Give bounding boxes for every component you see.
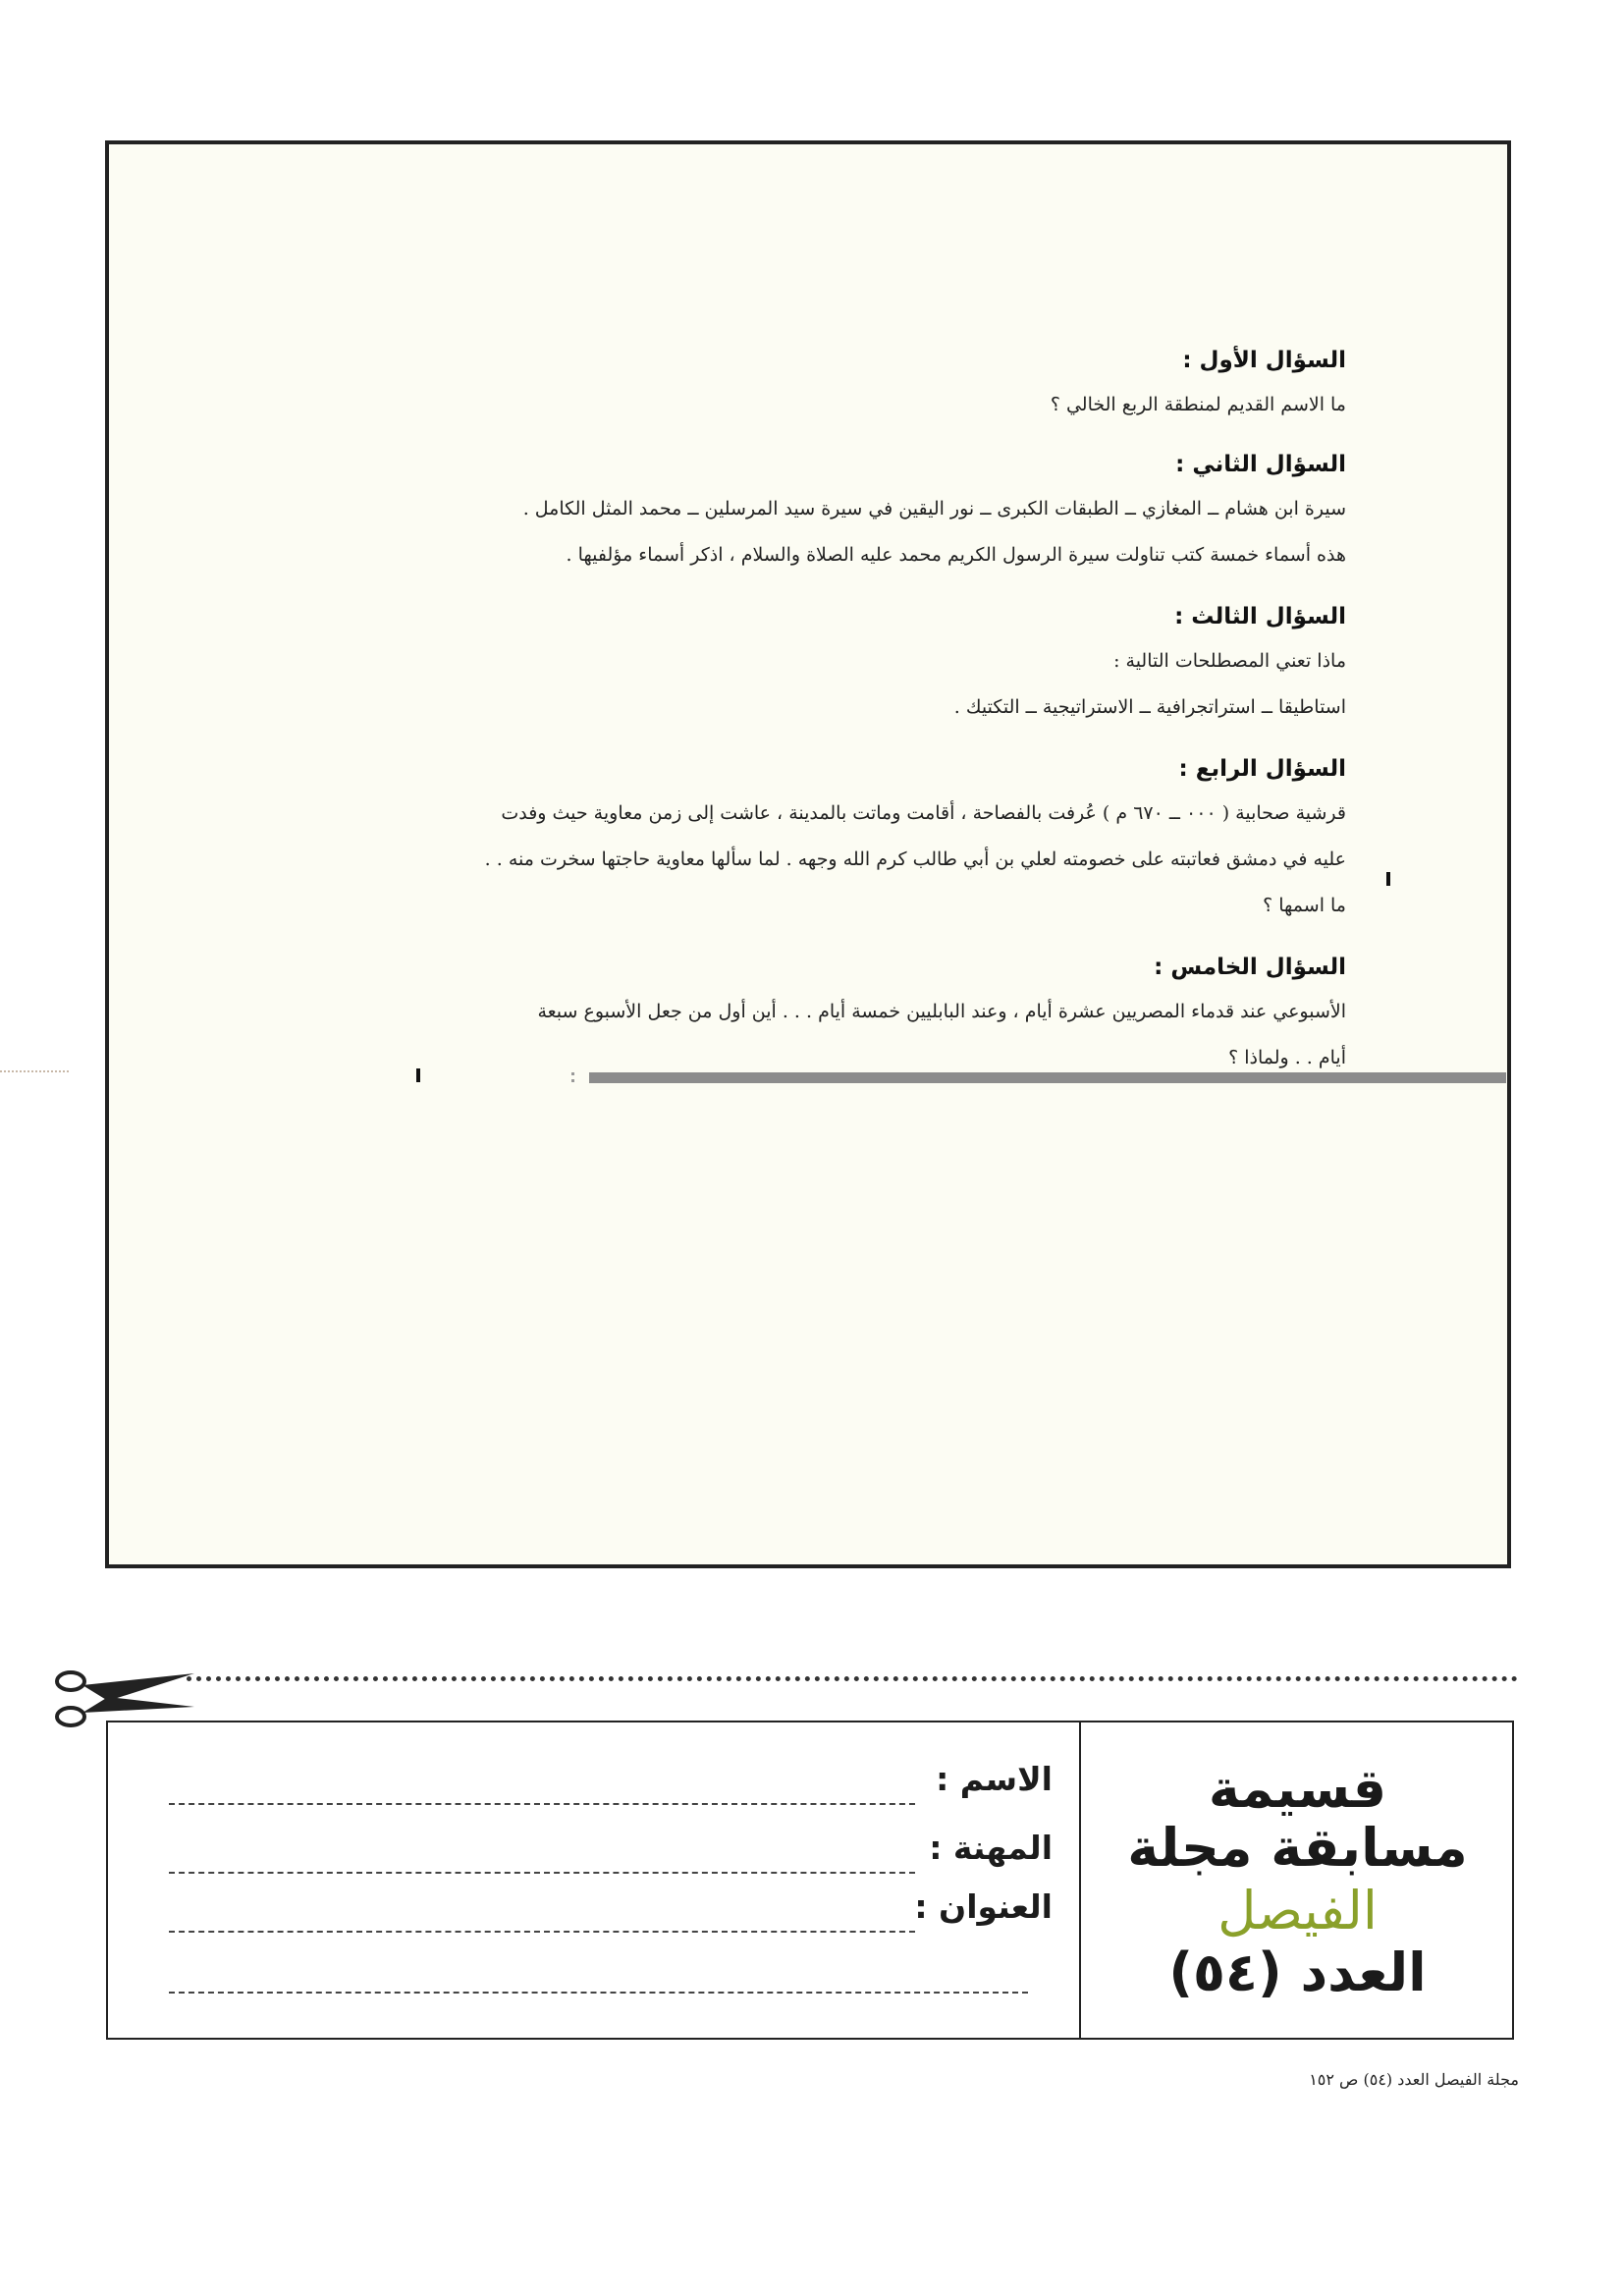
page-footer: مجلة الفيصل العدد (٥٤) ص ١٥٢ xyxy=(1309,2070,1519,2089)
address-label: العنوان : xyxy=(914,1887,1053,1926)
job-field[interactable] xyxy=(169,1872,915,1874)
scan-artifact xyxy=(0,1070,69,1082)
question-title: السؤال الرابع : xyxy=(1178,756,1346,782)
question-title: السؤال الثالث : xyxy=(1174,604,1346,629)
coupon-title-line: قسيمة xyxy=(1208,1758,1387,1820)
question-title: السؤال الثاني : xyxy=(1175,452,1346,477)
question-text: ماذا تعني المصطلحات التالية : xyxy=(1113,650,1346,672)
question-text: هذه أسماء خمسة كتب تناولت سيرة الرسول الكريم محمد عليه الصلاة والسلام ، اذكر أسماء مؤلفيها . xyxy=(566,544,1346,566)
question-text: قرشية صحابية ( ٠٠٠ ــ ٦٧٠ م ) عُرفت بالفصاحة ، أقامت وماتت بالمدينة ، عاشت إلى زمن معاوية حيث وفدت xyxy=(501,802,1346,824)
address-field-2[interactable] xyxy=(169,1992,1028,1994)
coupon-title xyxy=(1081,1722,1514,2038)
name-field[interactable] xyxy=(169,1803,915,1805)
question-1 xyxy=(1051,341,1346,428)
job-row xyxy=(169,1829,1053,1887)
question-text: ما الاسم القديم لمنطقة الربع الخالي ؟ xyxy=(1050,394,1346,415)
address-row xyxy=(169,1887,1053,1946)
quiz-panel xyxy=(105,140,1511,1568)
question-text: الأسبوعي عند قدماء المصريين عشرة أيام ، وعند البابليين خمسة أيام . . . أين أول من جعل الأسبوع سبعة xyxy=(537,1001,1346,1022)
question-text: سيرة ابن هشام ــ المغازي ــ الطبقات الكبرى ــ نور اليقين في سيرة سيد المرسلين ــ محمد المثل الكامل . xyxy=(522,498,1346,519)
entry-coupon xyxy=(106,1721,1514,2040)
question-text: استاطيقا ــ استراتجرافية ــ الاستراتيجية ــ التكتيك . xyxy=(953,696,1346,718)
question-4 xyxy=(485,749,1346,929)
name-row xyxy=(169,1760,1053,1819)
scan-artifact xyxy=(571,1072,586,1082)
question-text: عليه في دمشق فعاتبته على خصومته لعلي بن أبي طالب كرم الله وجهه . لما سألها معاوية حاجتها سخرت منه . . xyxy=(484,848,1346,870)
coupon-title-line: مسابقة مجلة xyxy=(1127,1817,1468,1879)
tick-mark xyxy=(1386,872,1390,886)
gray-divider-bar xyxy=(589,1072,1506,1083)
question-title: السؤال الخامس : xyxy=(1154,955,1346,980)
magazine-name: الفيصل xyxy=(1217,1880,1378,1941)
question-5 xyxy=(537,948,1346,1081)
address-field[interactable] xyxy=(169,1931,915,1933)
question-3 xyxy=(954,597,1346,731)
address-row-2 xyxy=(169,1948,1053,2007)
tick-mark xyxy=(416,1068,420,1082)
issue-number: العدد (٥٤) xyxy=(1168,1941,1427,2003)
cut-line xyxy=(187,1676,1518,1681)
question-2 xyxy=(523,445,1346,578)
question-text: أيام . . ولماذا ؟ xyxy=(1228,1047,1346,1068)
name-label: الاسم : xyxy=(936,1760,1053,1798)
question-title: السؤال الأول : xyxy=(1182,348,1346,373)
job-label: المهنة : xyxy=(929,1829,1053,1867)
question-text: ما اسمها ؟ xyxy=(1263,895,1346,916)
